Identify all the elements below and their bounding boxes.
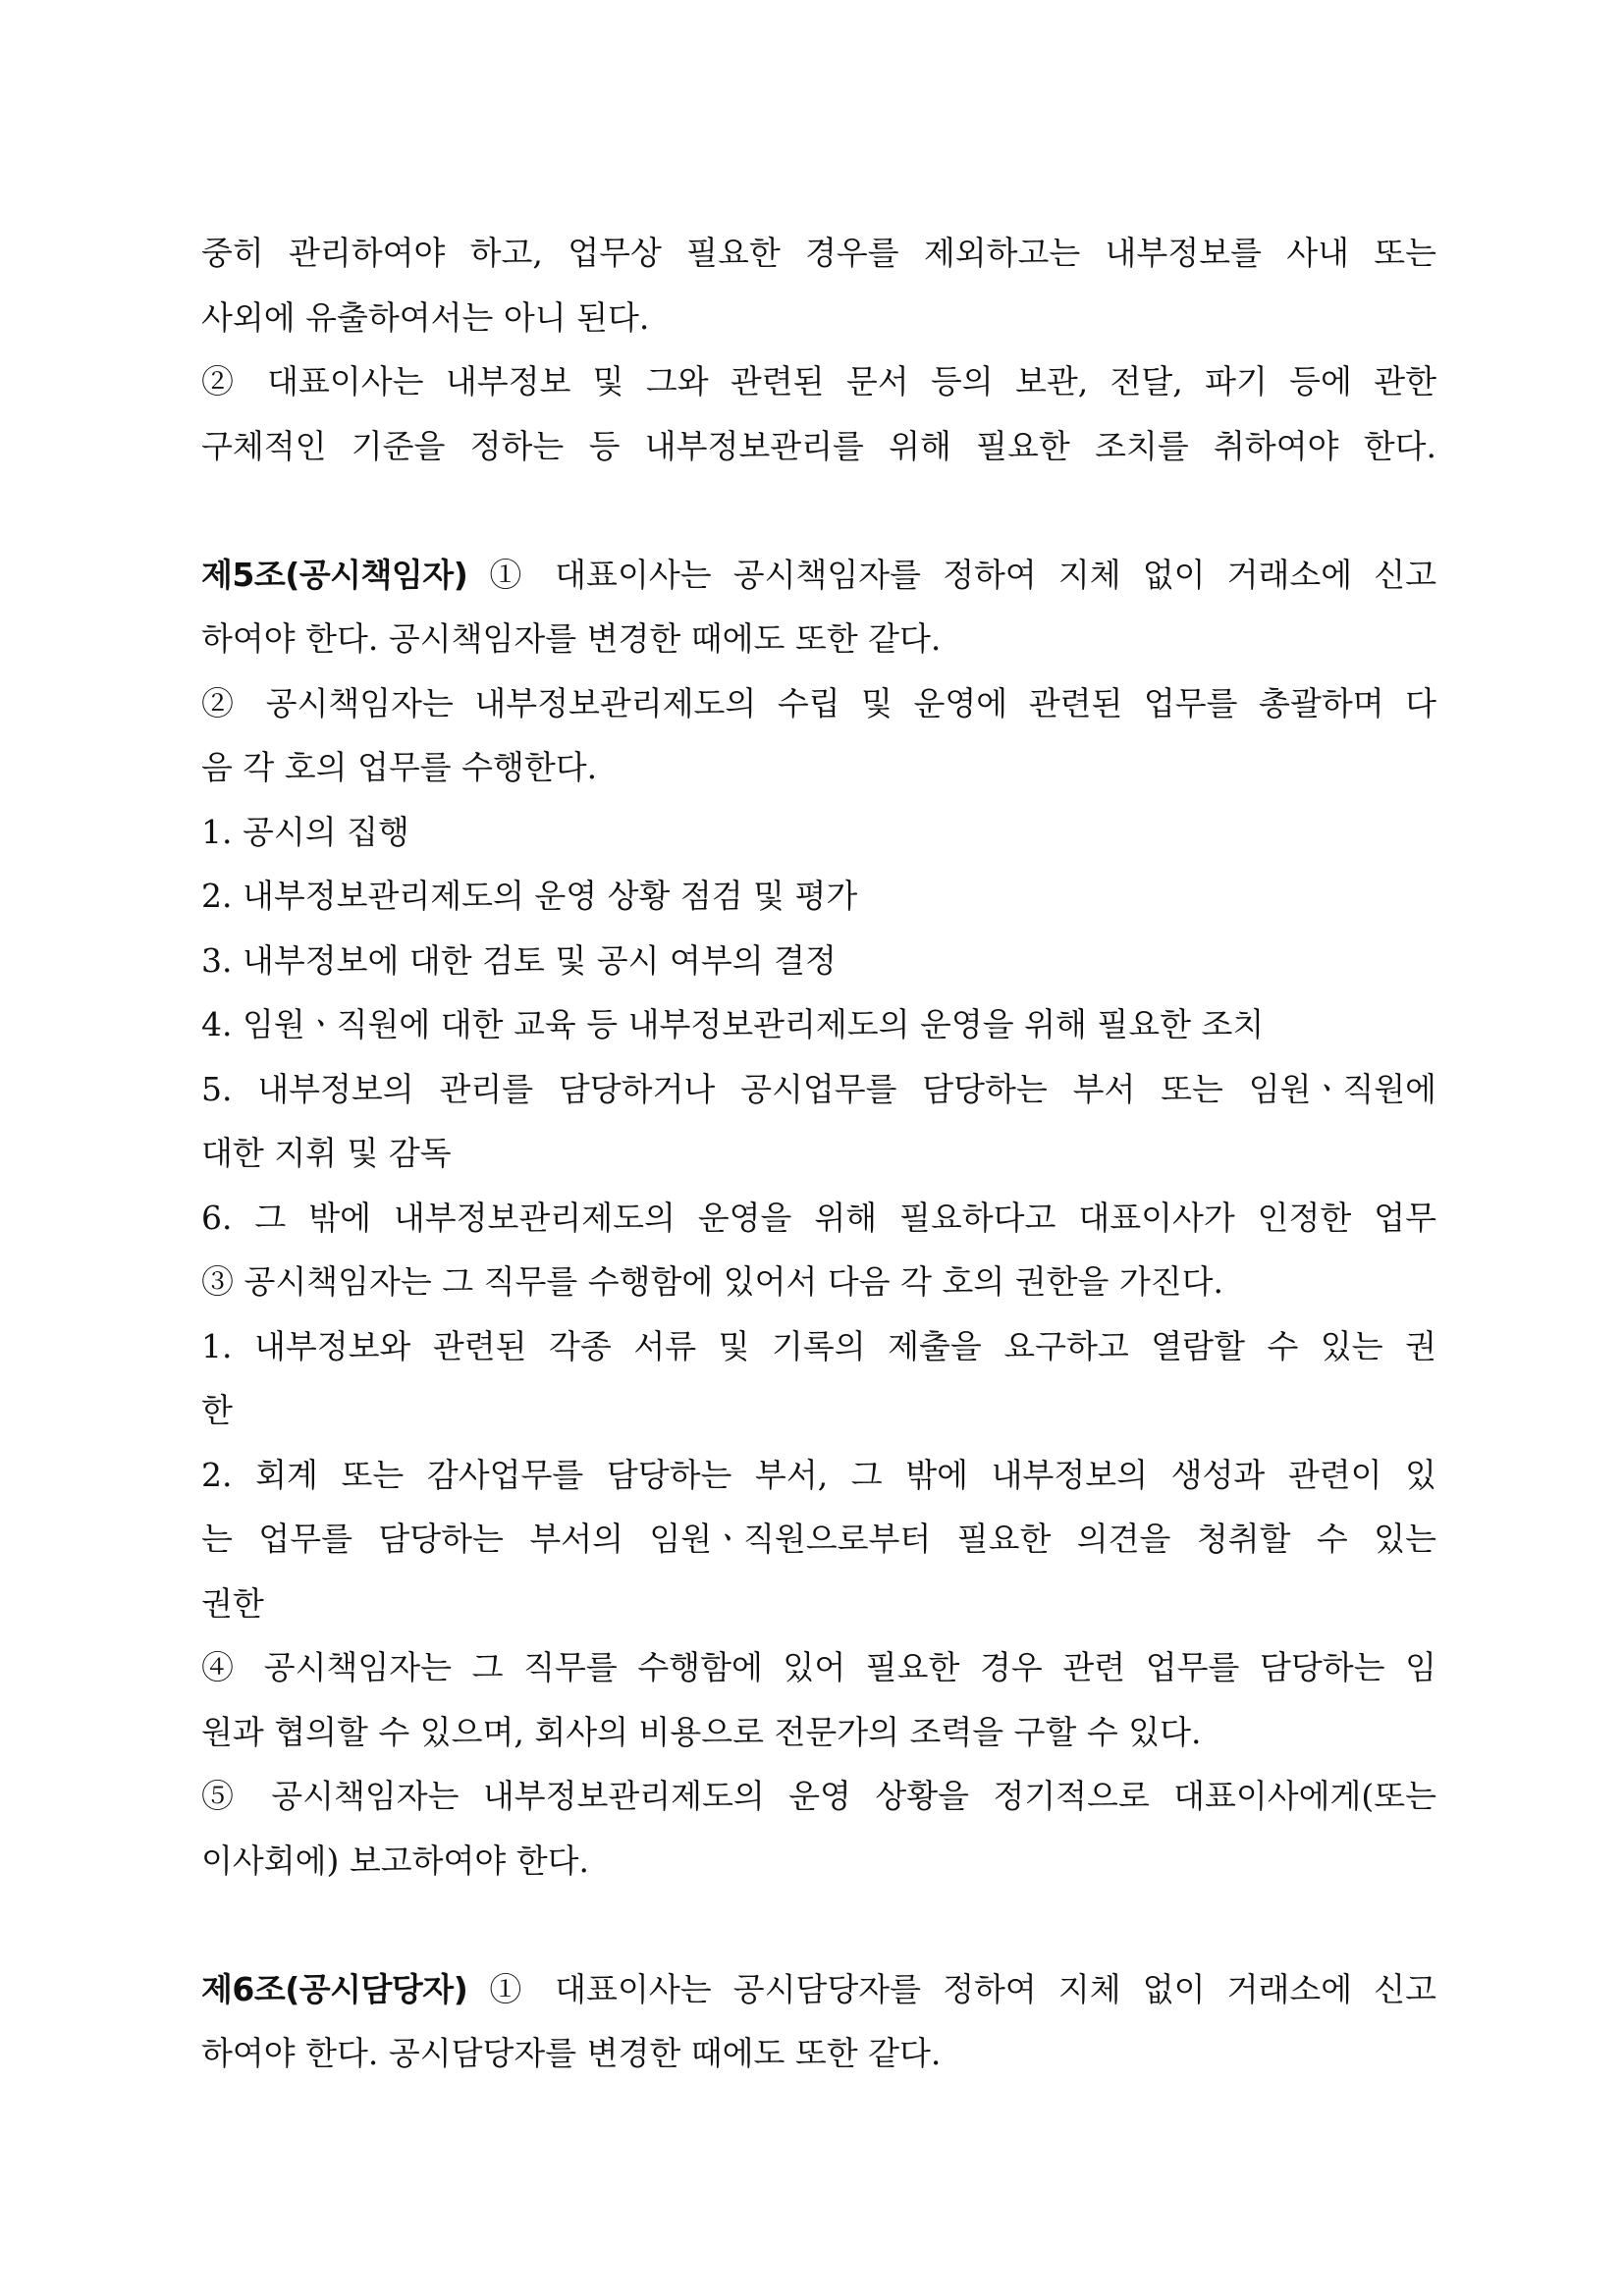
article-6-first-line (201, 1957, 1436, 2022)
article-5-clause-1-start: ① 대표이사는 공시책임자를 정하여 지체 없이 거래소에 신고 (489, 555, 1436, 594)
paragraph-line: 중히 관리하여야 하고, 업무상 필요한 경우를 제외하고는 내부정보를 사내 또는 (201, 234, 1436, 272)
list-item: 5. 내부정보의 관리를 담당하거나 공시업무를 담당하는 부서 또는 임원ㆍ직원에 (201, 1069, 1436, 1108)
article-5-heading: 제5조(공시책임자) (201, 555, 468, 594)
article-5-first-line (201, 543, 1436, 608)
paragraph-line: 음 각 호의 업무를 수행한다. (201, 748, 598, 786)
list-item: 1. 공시의 집행 (201, 812, 409, 851)
list-item-continuation: 는 업무를 담당하는 부서의 임원ㆍ직원으로부터 필요한 의견을 청취할 수 있는 (201, 1520, 1436, 1558)
paragraph-line: 원과 협의할 수 있으며, 회사의 비용으로 전문가의 조력을 구할 수 있다. (201, 1712, 1202, 1751)
article-6-clause-1-start: ① 대표이사는 공시담당자를 정하여 지체 없이 거래소에 신고 (489, 1969, 1436, 2008)
paragraph-line: 구체적인 기준을 정하는 등 내부정보관리를 위해 필요한 조치를 취하여야 한다. (201, 426, 1436, 465)
paragraph-line: 이사회에) 보고하여야 한다. (201, 1841, 590, 1880)
list-item: 6. 그 밖에 내부정보관리제도의 운영을 위해 필요하다고 대표이사가 인정한 업무 (201, 1198, 1436, 1237)
paragraph-line: ② 공시책임자는 내부정보관리제도의 수립 및 운영에 관련된 업무를 총괄하며 다 (201, 683, 1436, 722)
paragraph-line: 사외에 유출하여서는 아니 된다. (201, 297, 650, 337)
list-item-continuation: 권한 (201, 1583, 264, 1623)
list-item: 2. 내부정보관리제도의 운영 상황 점검 및 평가 (201, 877, 858, 915)
paragraph-line: ③ 공시책임자는 그 직무를 수행함에 있어서 다음 각 호의 권한을 가진다. (201, 1262, 1223, 1301)
section-gap (201, 478, 1436, 543)
list-item-continuation: 한 (201, 1391, 233, 1429)
paragraph-line: 하여야 한다. 공시책임자를 변경한 때에도 또한 같다. (201, 619, 942, 658)
paragraph-line: ② 대표이사는 내부정보 및 그와 관련된 문서 등의 보관, 전달, 파기 등에 관한 (201, 362, 1436, 400)
article-6-heading: 제6조(공시담당자) (201, 1969, 468, 2008)
section-gap (201, 1893, 1436, 1957)
list-item: 2. 회계 또는 감사업무를 담당하는 부서, 그 밖에 내부정보의 생성과 관련이 있 (201, 1455, 1436, 1494)
list-item-continuation: 대한 지휘 및 감독 (201, 1134, 452, 1172)
list-item: 1. 내부정보와 관련된 각종 서류 및 기록의 제출을 요구하고 열람할 수 있는 권 (201, 1326, 1436, 1365)
paragraph-line: ⑤ 공시책임자는 내부정보관리제도의 운영 상황을 정기적으로 대표이사에게(또는 (201, 1777, 1436, 1815)
document-page (201, 221, 1436, 2086)
paragraph-line: ④ 공시책임자는 그 직무를 수행함에 있어 필요한 경우 관련 업무를 담당하는 임 (201, 1648, 1436, 1686)
paragraph-line: 하여야 한다. 공시담당자를 변경한 때에도 또한 같다. (201, 2034, 942, 2072)
list-item: 4. 임원ㆍ직원에 대한 교육 등 내부정보관리제도의 운영을 위해 필요한 조치 (201, 1005, 1265, 1043)
list-item: 3. 내부정보에 대한 검토 및 공시 여부의 결정 (201, 940, 837, 980)
